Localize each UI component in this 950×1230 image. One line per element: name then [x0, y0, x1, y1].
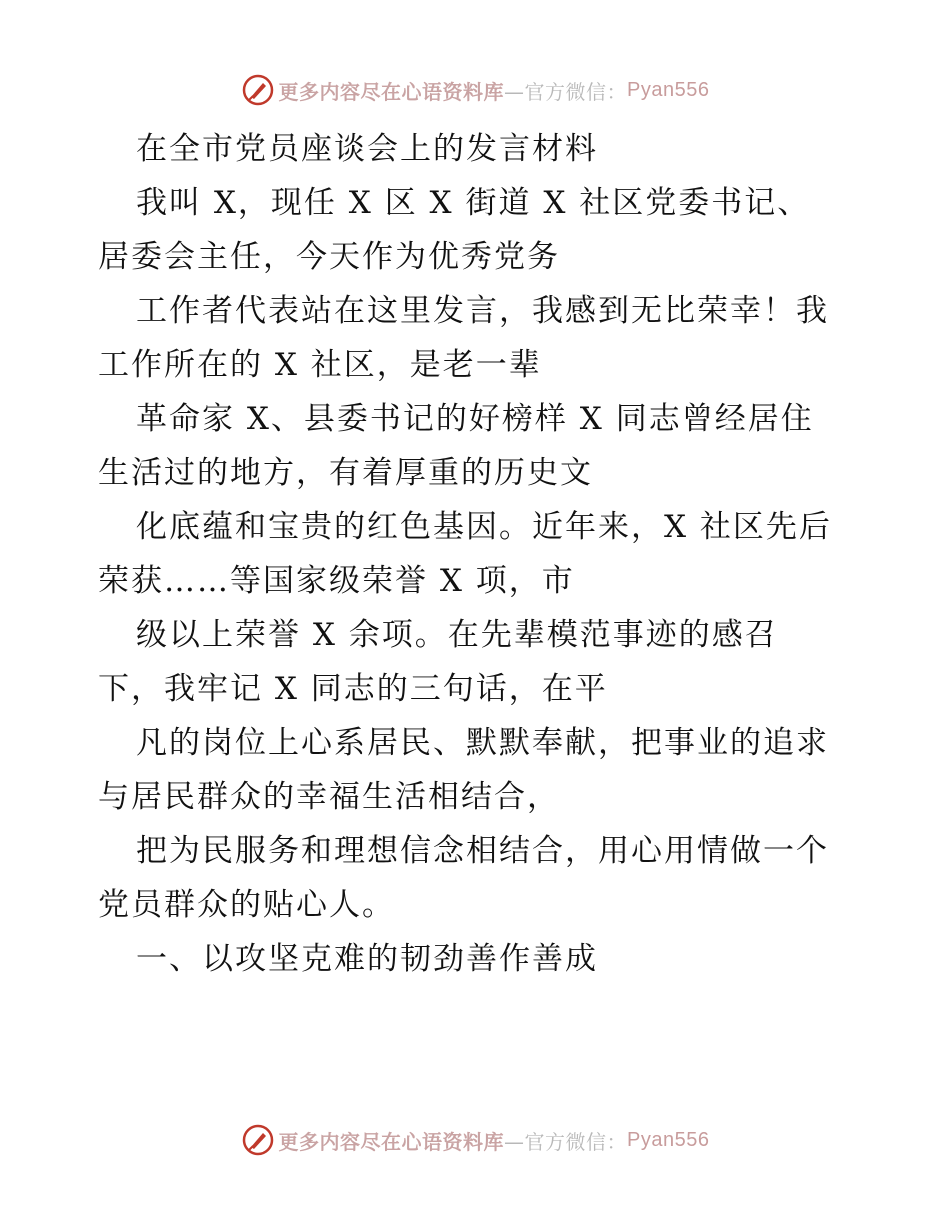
body-line-6: 革命家 X、县委书记的好榜样 X 同志曾经居住	[136, 401, 814, 437]
body-line-7: 生活过的地方，有着厚重的历史文	[98, 455, 593, 491]
body-line-3: 居委会主任，今天作为优秀党务	[98, 239, 560, 275]
watermark-official-text: —官方微信：	[504, 79, 628, 104]
watermark-main-text: 更多内容尽在心语资料库	[278, 1129, 505, 1154]
quill-logo-icon	[241, 1123, 275, 1157]
body-line-14: 把为民服务和理想信念相结合，用心用情做一个	[136, 833, 829, 869]
body-line-8: 化底蕴和宝贵的红色基因。近年来，X 社区先后	[136, 509, 832, 545]
body-line-11: 下，我牢记 X 同志的三句话，在平	[98, 671, 608, 707]
watermark-main-text: 更多内容尽在心语资料库	[278, 79, 505, 104]
body-line-12: 凡的岗位上心系居民、默默奉献，把事业的追求	[136, 725, 829, 761]
body-line-15: 党员群众的贴心人。	[98, 887, 395, 923]
body-line-2: 我叫 X，现任 X 区 X 街道 X 社区党委书记、	[136, 185, 811, 221]
document-body	[98, 122, 868, 986]
footer-watermark	[0, 1120, 950, 1160]
body-line-9: 荣获……等国家级荣誉 X 项，市	[98, 563, 575, 599]
watermark-id-text: Pyan556	[627, 78, 710, 101]
quill-logo-icon	[241, 73, 275, 107]
body-line-13: 与居民群众的幸福生活相结合，	[98, 779, 560, 815]
watermark-id-text: Pyan556	[627, 1128, 710, 1151]
body-line-1: 在全市党员座谈会上的发言材料	[136, 131, 598, 167]
body-line-4: 工作者代表站在这里发言，我感到无比荣幸！我	[136, 293, 829, 329]
header-watermark	[0, 70, 950, 110]
section-heading: 一、以攻坚克难的韧劲善作善成	[136, 941, 598, 977]
body-line-5: 工作所在的 X 社区，是老一辈	[98, 347, 542, 383]
watermark-official-text: —官方微信：	[504, 1129, 628, 1154]
body-line-10: 级以上荣誉 X 余项。在先辈模范事迹的感召	[136, 617, 778, 653]
